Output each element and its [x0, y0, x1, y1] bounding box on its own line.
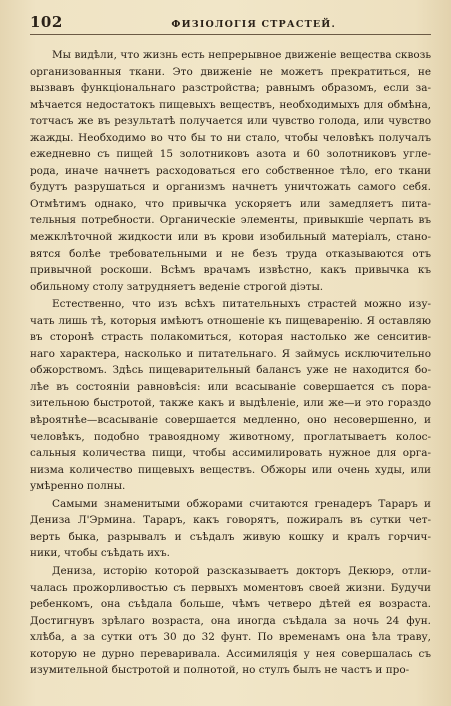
text-line: мѣчается недостатокъ пищевыхъ веществъ, необходимыхъ для обмѣна,	[30, 98, 431, 111]
paragraph	[30, 496, 431, 562]
text-line: Самыми знаменитыми обжорами считаются гренадеръ Тараръ и	[52, 497, 431, 510]
text-line: чалась прожорливостью съ первыхъ моментовъ своей жизни. Будучи	[30, 581, 431, 594]
text-line: межклѣточной жидкости или въ крови изобильный матеріалъ, стано-	[30, 231, 431, 244]
text-line: умѣренно полны.	[30, 480, 126, 493]
text-line: обжорствомъ. Здѣсь пищеварительный балансъ уже не находится бо-	[30, 364, 431, 377]
text-line: ежедневно съ пищей 15 золотниковъ азота и 60 золотниковъ угле-	[30, 148, 431, 161]
text-line: будутъ разрушаться и организмъ начнетъ уничтожать самого себя.	[30, 181, 431, 194]
text-line: сальныя количества пищи, чтобы ассимилировать нужное для орга-	[30, 447, 431, 460]
text-line: тотчасъ же въ результатѣ получается или чувство голода, или чувство	[30, 115, 431, 128]
text-line: чать лишь тѣ, которыя имѣютъ отношеніе къ пищеваренію. Я оставляю	[30, 314, 431, 327]
text-line: жажды. Необходимо во что бы то ни стало, чтобы человѣкъ получалъ	[30, 131, 431, 144]
text-line: вятся болѣе требовательными и не безъ труда отказываются отъ	[30, 247, 431, 260]
text-line: Мы видѣли, что жизнь есть непрерывное движеніе вещества сквозь	[52, 49, 431, 61]
text-line: Дениза, исторію которой разсказываетъ докторъ Декюрэ, отли-	[52, 564, 431, 577]
text-line: низма количество пищевыхъ веществъ. Обжоры или очень худы, или	[30, 463, 431, 476]
text-line: рода, иначе начнетъ расходоваться его собственное тѣло, его ткани	[30, 164, 431, 177]
text-line: тельныя потребности. Органическіе элементы, привыкшіе черпать въ	[30, 214, 431, 227]
text-line: обильному столу затрудняетъ веденіе строгой діэты.	[30, 280, 324, 293]
text-line: Дениза Л'Эрмина. Тараръ, какъ говорятъ, пожиралъ въ сутки чет-	[30, 514, 431, 527]
text-line: изумительной быстротой и полнотой, но стулъ былъ не частъ и про-	[30, 664, 410, 677]
page-header	[30, 13, 431, 35]
text-line: въ сторонѣ страсть полакомиться, которая настолько же сенситив-	[30, 331, 431, 344]
text-line: ребенкомъ, она съѣдала больше, чѣмъ четверо дѣтей ея возраста.	[30, 598, 431, 611]
text-line: Естественно, что изъ всѣхъ питательныхъ страстей можно изу-	[52, 298, 431, 311]
body-text	[30, 47, 431, 679]
text-line: привычной роскоши. Всѣмъ врачамъ извѣстно, какъ привычка къ	[30, 264, 431, 277]
paragraph	[30, 296, 431, 495]
text-line: человѣкъ, подобно травоядному животному, проглатываетъ колос-	[30, 430, 431, 443]
text-line: которую не дурно переваривала. Ассимиляція у нея совершалась съ	[30, 647, 431, 660]
text-line: наго характера, насколько и питательнаго. Я займусь исключительно	[30, 347, 431, 360]
page-number: 102	[30, 13, 63, 31]
running-head: ФИЗІОЛОГІЯ СТРАСТЕЙ.	[171, 19, 336, 30]
paragraph	[30, 563, 431, 679]
text-line: вызвавъ функціональнаго разстройства; равнымъ образомъ, если за-	[30, 82, 431, 95]
text-line: верть быка, разрывалъ и съѣдалъ живую кошку и кралъ горчич-	[30, 530, 431, 543]
text-line: ники, чтобы съѣдать ихъ.	[30, 547, 170, 560]
text-line: вѣроятнѣе—всасываніе совершается медленно, оно несовершенно, и	[30, 414, 431, 427]
text-line: Достигнувъ зрѣлаго возраста, она иногда съѣдала за ночь 24 фун.	[30, 614, 431, 627]
text-line: Отмѣтимъ однако, что привычка ускоряетъ или замедляетъ пита-	[30, 197, 431, 210]
text-line: лѣе въ состояніи равновѣсія: или всасываніе совершается съ пора-	[30, 380, 431, 393]
text-line: организованныя ткани. Это движеніе не можетъ прекратиться, не	[30, 65, 431, 78]
text-line: хлѣба, а за сутки отъ 30 до 32 фунт. По временамъ она ѣла траву,	[30, 631, 431, 644]
text-line: зительною быстротой, также какъ и выдѣленіе, или же—и это гораздо	[30, 397, 431, 410]
paragraph	[30, 47, 431, 295]
